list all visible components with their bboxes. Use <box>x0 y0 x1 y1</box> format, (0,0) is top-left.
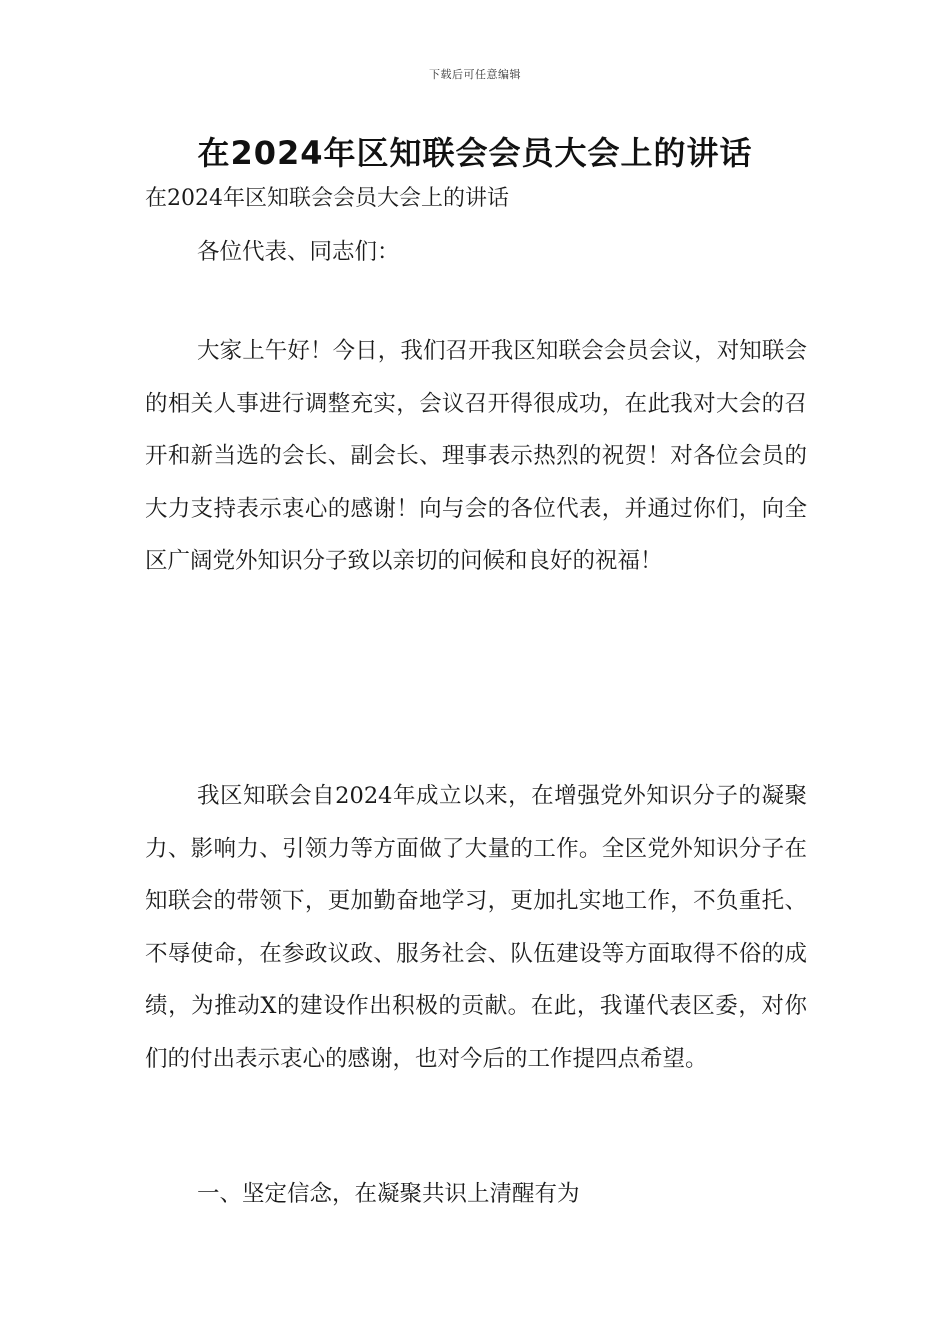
header-note: 下载后可任意编辑 <box>429 68 521 81</box>
section-heading-1: 一、坚定信念，在凝聚共识上清醒有为 <box>197 1181 580 1207</box>
salutation: 各位代表、同志们： <box>197 239 400 265</box>
document-title: 在2024年区知联会会员大会上的讲话 <box>197 134 753 172</box>
document-subtitle: 在2024年区知联会会员大会上的讲话 <box>145 186 509 211</box>
paragraph-achievements: 我区知联会自2024年成立以来，在增强党外知识分子的凝聚力、影响力、引领力等方面做了大量的工作。全区党外知识分子在知联会的带领下，更加勤奋地学习，更加扎实地工作，不负重托、不辱使命，在参政议政、服务社会、队伍建设等方面取得不俗的成绩，为推动X的建设作出积极的贡献。在此，我谨代表区委，对你们的付出表示衷心的感谢，也对今后的工作提四点希望。 <box>145 783 807 1072</box>
paragraph-greeting: 大家上午好！今日，我们召开我区知联会会员会议，对知联会的相关人事进行调整充实，会议召开得很成功，在此我对大会的召开和新当选的会长、副会长、理事表示热烈的祝贺！对各位会员的大力支持表示衷心的感谢！向与会的各位代表，并通过你们，向全区广阔党外知识分子致以亲切的问候和良好的祝福！ <box>145 338 807 574</box>
